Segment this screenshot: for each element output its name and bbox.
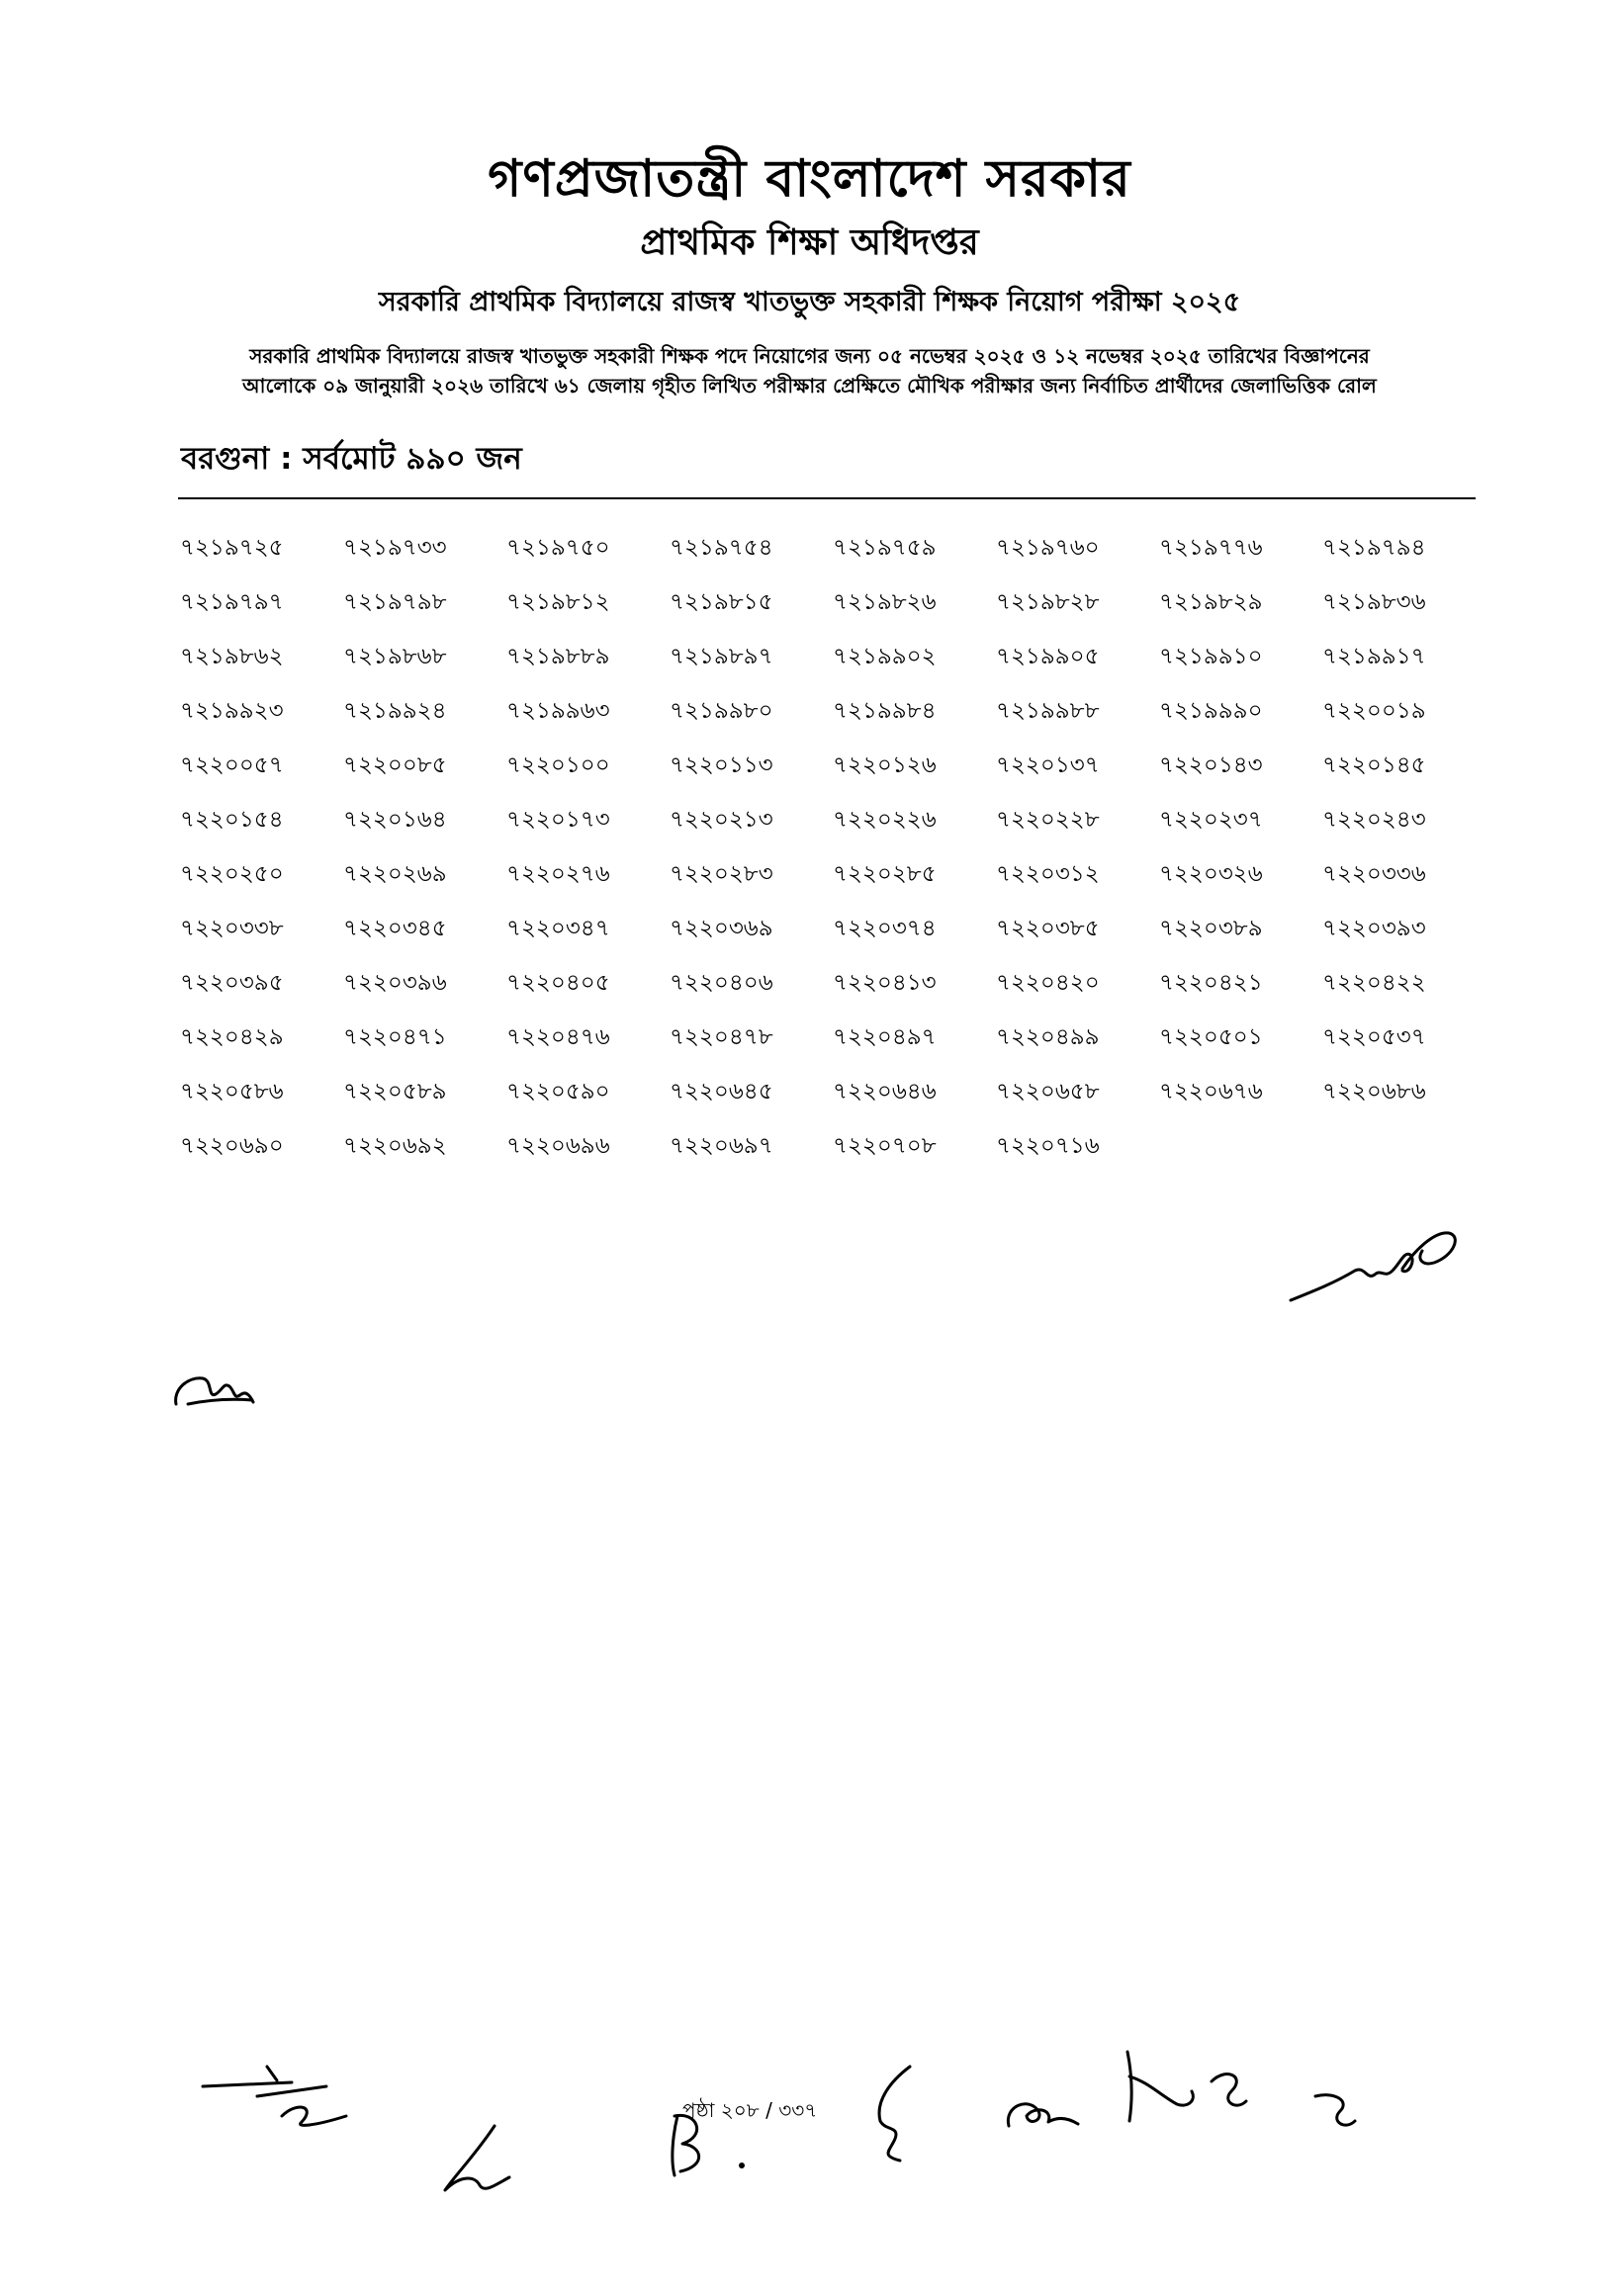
roll-number: ৭২১৯৮১২	[506, 589, 610, 615]
roll-number: ৭২২০৫৮৬	[180, 1079, 284, 1104]
roll-number: ৭২২০৭১৬	[996, 1133, 1100, 1159]
roll-number: ৭২২০৪২২	[1322, 970, 1426, 996]
roll-number: ৭২২০২৮৫	[833, 861, 937, 887]
roll-number: ৭২২০২৭৬	[506, 861, 610, 887]
roll-number: ৭২২০৬৪৫	[670, 1079, 773, 1104]
roll-number: ৭২২০৪৯৭	[833, 1024, 937, 1050]
roll-number: ৭২২০৪৭১	[343, 1024, 447, 1050]
signature-bottom-7	[1305, 2086, 1365, 2136]
roll-number: ৭২২০০১৯	[1322, 698, 1426, 724]
roll-number: ৭২২০২২৬	[833, 807, 937, 833]
roll-number: ৭২২০৬৯৭	[670, 1133, 773, 1159]
signature-right	[1286, 1211, 1464, 1310]
roll-number: ৭২২০২৩৭	[1159, 807, 1263, 833]
notice-line-1: সরকারি প্রাথমিক বিদ্যালয়ে রাজস্ব খাতভুক্ত সহকারী শিক্ষক পদে নিয়োগের জন্য ০৫ নভেম্বর ২০২৫ ও ১২ নভেম্বর ২০২৫ তারিখের বিজ্ঞাপনের	[249, 344, 1370, 368]
roll-number: ৭২২০২৪৩	[1322, 807, 1426, 833]
roll-number: ৭২২০২৬৯	[343, 861, 447, 887]
roll-number: ৭২২০৩৯৩	[1322, 916, 1426, 941]
roll-number: ৭২১৯৮১৫	[670, 589, 773, 615]
page-number: পৃষ্ঠা ২০৮ / ৩৩৭	[682, 2098, 818, 2122]
roll-number: ৭২২০৩৯৬	[343, 970, 447, 996]
roll-number: ৭২১৯৯১০	[1159, 644, 1263, 669]
roll-number: ৭২২০৩৪৫	[343, 916, 447, 941]
signature-bottom-1	[198, 2057, 356, 2136]
roll-number: ৭২১৯৯০৫	[996, 644, 1100, 669]
roll-number: ৭২২০৬৫৮	[996, 1079, 1100, 1104]
signature-bottom-2	[435, 2116, 524, 2205]
roll-number: ৭২২০৪২০	[996, 970, 1100, 996]
roll-number: ৭২২০৪১৩	[833, 970, 937, 996]
roll-number: ৭২১৯৯৮৮	[996, 698, 1100, 724]
signature-bottom-4	[860, 2062, 920, 2170]
roll-number: ৭২২০১৭৩	[506, 807, 610, 833]
roll-number: ৭২২০১৪৫	[1322, 752, 1426, 778]
roll-number: ৭২১৯৮৬২	[180, 644, 284, 669]
roll-number: ৭২২০৩৬৯	[670, 916, 773, 941]
roll-number: ৭২২০৪০৫	[506, 970, 610, 996]
roll-number: ৭২২০৬৪৬	[833, 1079, 937, 1104]
roll-number: ৭২১৯৮২৯	[1159, 589, 1263, 615]
roll-number: ৭২২০৩৩৬	[1322, 861, 1426, 887]
roll-number: ৭২১৯৯২৩	[180, 698, 284, 724]
roll-number: ৭২১৯৮৬৮	[343, 644, 447, 669]
roll-number: ৭২২০৬৮৬	[1322, 1079, 1426, 1104]
roll-number: ৭২১৯৯২৪	[343, 698, 447, 724]
roll-number: ৭২২০৪৭৮	[670, 1024, 773, 1050]
department-title: প্রাথমিক শিক্ষা অধিদপ্তর	[640, 222, 979, 263]
roll-number: ৭২১৯৮২৬	[833, 589, 937, 615]
roll-number: ৭২২০৩২৬	[1159, 861, 1263, 887]
roll-number: ৭২২০৩৭৪	[833, 916, 937, 941]
roll-number: ৭২২০১০০	[506, 752, 610, 778]
roll-number: ৭২২০৪২৯	[180, 1024, 284, 1050]
exam-title: সরকারি প্রাথমিক বিদ্যালয়ে রাজস্ব খাতভুক্ত সহকারী শিক্ষক নিয়োগ পরীক্ষা ২০২৫	[378, 287, 1241, 317]
roll-number: ৭২১৯৮২৮	[996, 589, 1100, 615]
roll-number: ৭২২০৫৮৯	[343, 1079, 447, 1104]
roll-number: ৭২২০৩৪৭	[506, 916, 610, 941]
roll-number: ৭২২০১৩৭	[996, 752, 1100, 778]
roll-number: ৭২১৯৭৭৬	[1159, 535, 1263, 561]
roll-number: ৭২১৯৮৮৯	[506, 644, 610, 669]
roll-number: ৭২২০১২৬	[833, 752, 937, 778]
roll-number: ৭২২০৩৮৯	[1159, 916, 1263, 941]
roll-number: ৭২২০১১৩	[670, 752, 773, 778]
roll-number: ৭২২০৫৯০	[506, 1079, 610, 1104]
roll-number: ৭২২০৩৯৫	[180, 970, 284, 996]
roll-number: ৭২১৯৮৯৭	[670, 644, 773, 669]
roll-number: ৭২১৯৯৮৪	[833, 698, 937, 724]
divider	[178, 497, 1476, 499]
roll-number-list	[180, 534, 1485, 1160]
signature-bottom-5	[999, 2086, 1088, 2136]
roll-number: ৭২১৯৭৬০	[996, 535, 1100, 561]
signature-bottom-6	[1118, 2047, 1256, 2126]
signature-left	[168, 1365, 257, 1414]
roll-number: ৭২২০৪৯৯	[996, 1024, 1100, 1050]
roll-number: ৭২২০৬৭৬	[1159, 1079, 1263, 1104]
roll-number: ৭২১৯৯৬৩	[506, 698, 610, 724]
roll-number: ৭২২০৫৩৭	[1322, 1024, 1426, 1050]
roll-number: ৭২২০৬৯০	[180, 1133, 284, 1159]
roll-number: ৭২২০৬৯২	[343, 1133, 447, 1159]
roll-number: ৭২২০৪০৬	[670, 970, 773, 996]
roll-number: ৭২১৯৭৯৪	[1322, 535, 1426, 561]
roll-number: ৭২২০৫০১	[1159, 1024, 1263, 1050]
roll-number: ৭২১৯৭২৫	[180, 535, 284, 561]
roll-number: ৭২২০২১৩	[670, 807, 773, 833]
roll-number: ৭২২০১৬৪	[343, 807, 447, 833]
roll-number: ৭২২০৩৮৫	[996, 916, 1100, 941]
government-title: গণপ্রজাতন্ত্রী বাংলাদেশ সরকার	[488, 149, 1131, 209]
roll-number: ৭২১৯৭৫৪	[670, 535, 773, 561]
roll-number: ৭২২০২৫০	[180, 861, 284, 887]
roll-number: ৭২১৯৯১৭	[1322, 644, 1426, 669]
roll-number: ৭২১৯৭৩৩	[343, 535, 447, 561]
roll-number: ৭২২০৪৭৬	[506, 1024, 610, 1050]
roll-number: ৭২২০০৮৫	[343, 752, 447, 778]
roll-number: ৭২২০১৫৪	[180, 807, 284, 833]
roll-number: ৭২১৯৭৯৭	[180, 589, 284, 615]
roll-number: ৭২২০২৮৩	[670, 861, 773, 887]
roll-number: ৭২২০৭০৮	[833, 1133, 937, 1159]
notice-text	[0, 341, 1619, 400]
district-heading: বরগুনা : সর্বমোট ৯৯০ জন	[181, 441, 522, 477]
roll-number: ৭২২০৩৩৮	[180, 916, 284, 941]
roll-number: ৭২২০২২৮	[996, 807, 1100, 833]
roll-number: ৭২১৯৭৫৯	[833, 535, 937, 561]
roll-number: ৭২২০৩১২	[996, 861, 1100, 887]
roll-number: ৭২২০০৫৭	[180, 752, 284, 778]
roll-number: ৭২১৯৯০২	[833, 644, 937, 669]
roll-number: ৭২১৯৯৮০	[670, 698, 773, 724]
roll-number: ৭২১৯৮৩৬	[1322, 589, 1426, 615]
roll-number: ৭২১৯৭৫০	[506, 535, 610, 561]
roll-number: ৭২১৯৭৯৮	[343, 589, 447, 615]
roll-number: ৭২২০৬৯৬	[506, 1133, 610, 1159]
notice-line-2: আলোকে ০৯ জানুয়ারী ২০২৬ তারিখে ৬১ জেলায় গৃহীত লিখিত পরীক্ষার প্রেক্ষিতে মৌখিক পরীক্ষার জন্য নির্বাচিত প্রার্থীদের জেলাভিত্তিক রোল	[242, 374, 1377, 397]
roll-number: ৭২২০১৪৩	[1159, 752, 1263, 778]
roll-number: ৭২২০৪২১	[1159, 970, 1263, 996]
roll-number: ৭২১৯৯৯০	[1159, 698, 1263, 724]
